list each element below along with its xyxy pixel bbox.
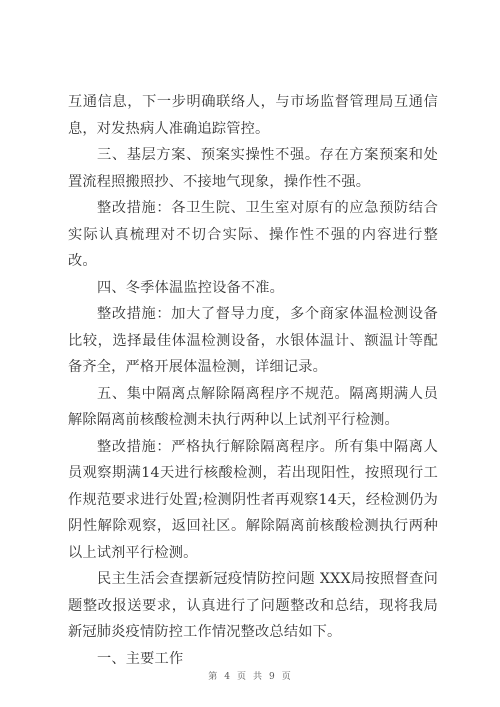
paragraph: 三、基层方案、预案实操性不强。存在方案预案和处置流程照搬照抄、不接地气现象，操作性不强。 xyxy=(68,147,438,190)
paragraph: 互通信息，下一步明确联络人，与市场监督管理局互通信息，对发热病人准确追踪管控。 xyxy=(68,94,438,137)
paragraph: 整改措施：各卫生院、卫生室对原有的应急预防结合实际认真梳理对不切合实际、操作性不强的内容进行整改。 xyxy=(68,200,438,269)
current-page-number: 4 xyxy=(224,672,231,682)
footer-suffix: 页 xyxy=(281,672,292,682)
paragraph: 五、集中隔离点解除隔离程序不规范。隔离期满人员解除隔离前核酸检测未执行两种以上试剂平行检测。 xyxy=(68,385,438,428)
total-pages-number: 9 xyxy=(269,672,276,682)
footer-page-word: 页 xyxy=(236,672,247,682)
footer-total-word: 共 xyxy=(253,672,264,682)
paragraph: 四、冬季体温监控设备不准。 xyxy=(97,279,285,296)
paragraph: 整改措施：严格执行解除隔离程序。所有集中隔离人员观察期满14天进行核酸检测，若出现阳性，按照现行工作规范要求进行处置;检测阴性者再观察14天，经检测仍为阴性解除观察，返回社区。解除隔离前核酸检测执行两种以上试剂平行检测。 xyxy=(68,438,438,561)
paragraph: 一、主要工作 xyxy=(97,650,184,667)
footer-prefix: 第 xyxy=(208,672,219,682)
page-footer xyxy=(0,669,500,682)
document-body xyxy=(68,89,438,672)
paragraph: 整改措施：加大了督导力度，多个商家体温检测设备比较，选择最佳体温检测设备，水银体温计、额温计等配备齐全，严格开展体温检测，详细记录。 xyxy=(68,306,438,375)
paragraph: 民主生活会查摆新冠疫情防控问题 XXX局按照督查问题整改报送要求，认真进行了问题整改和总结，现将我局新冠肺炎疫情防控工作情况整改总结如下。 xyxy=(68,571,438,640)
